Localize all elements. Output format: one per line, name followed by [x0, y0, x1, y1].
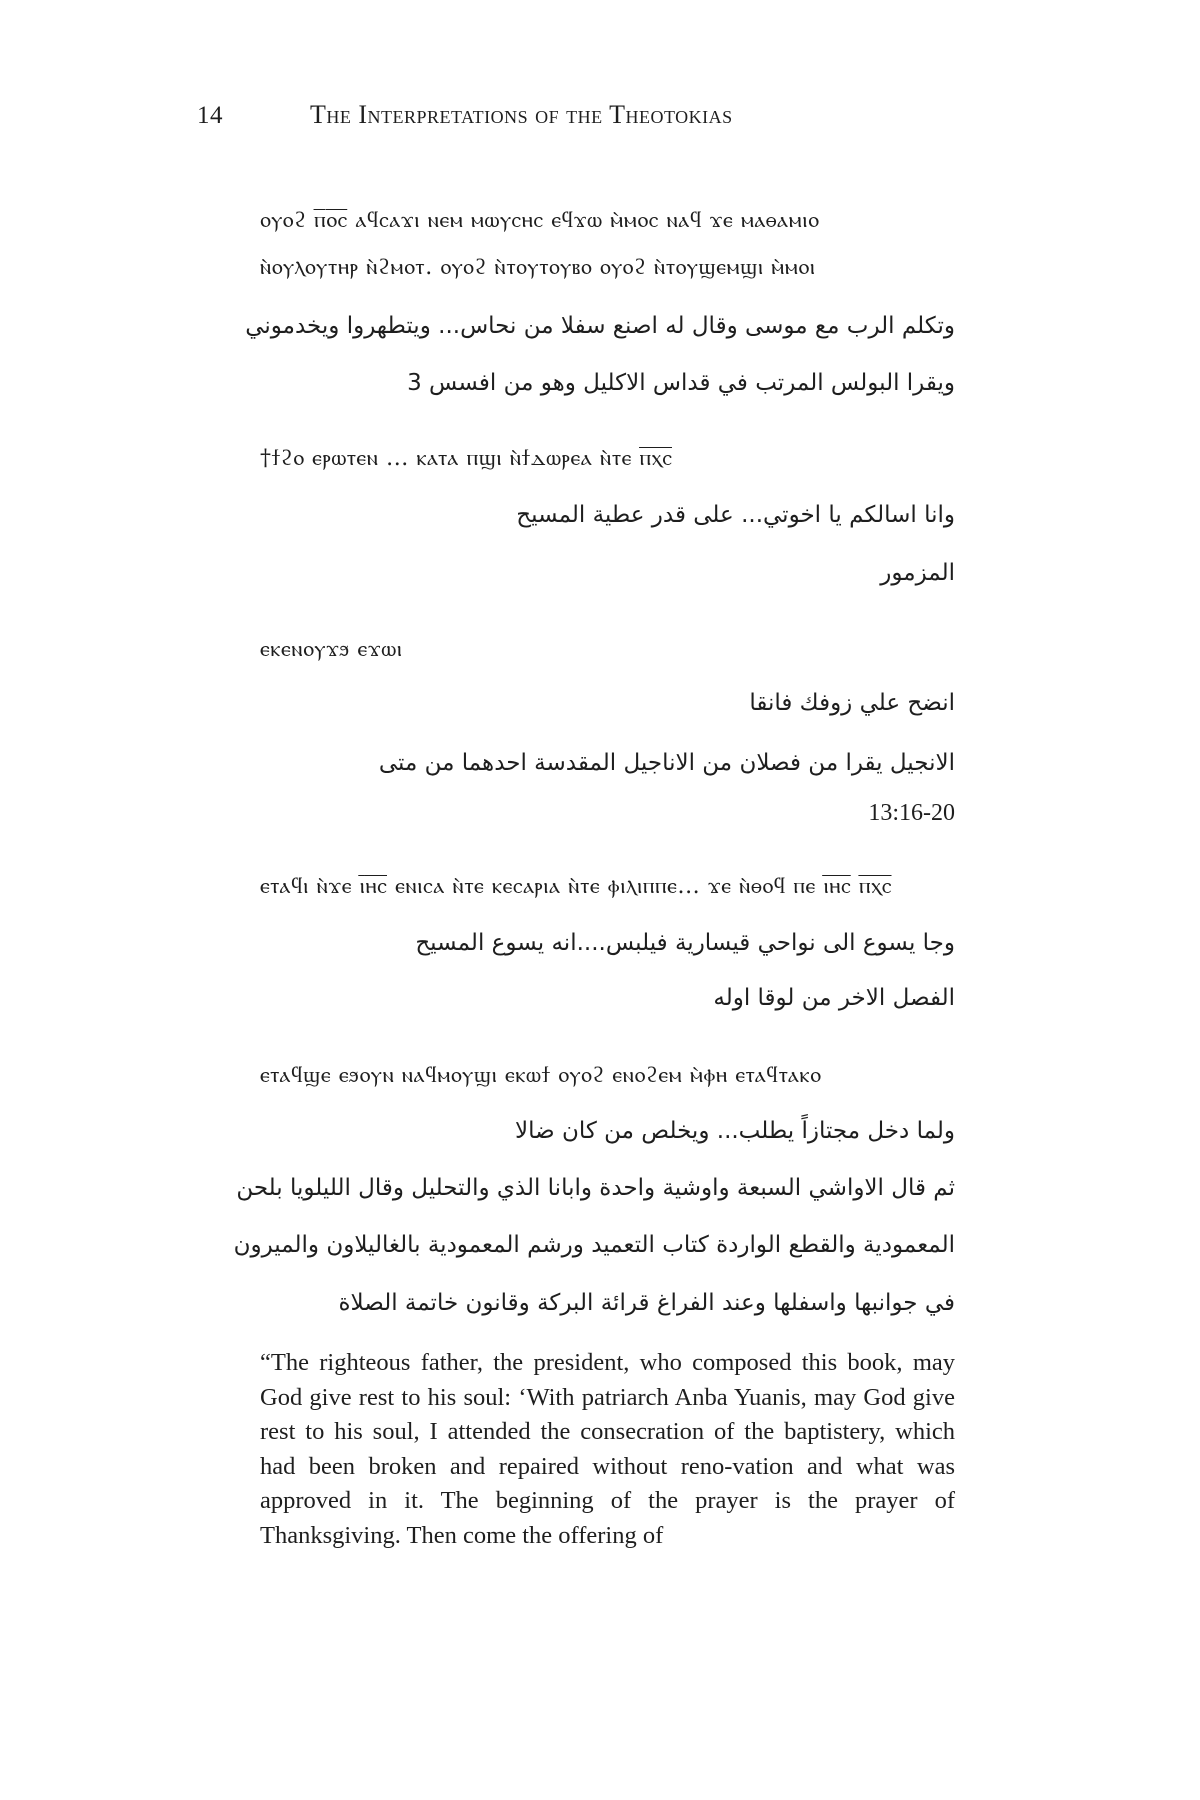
arabic-line: ولما دخل مجتازاً يطلب... ويخلص من كان ضالا [515, 1118, 955, 1144]
coptic-line: ⲉⲧⲁϥϣⲉ ⲉϧⲟⲩⲛ ⲛⲁϥⲙⲟⲩϣⲓ ⲉⲕⲱϯ ⲟⲩⲟϩ ⲉⲛⲟϩⲉⲙ ⲙ̀ⲫⲏ ⲉⲧⲁϥⲧⲁⲕⲟ [260, 1063, 822, 1088]
arabic-line: وتكلم الرب مع موسى وقال له اصنع سفلا من نحاس... ويتطهروا ويخدموني [245, 313, 955, 339]
arabic-line: وجا يسوع الى نواحي قيسارية فيلبس....انه يسوع المسيح [415, 930, 955, 956]
arabic-line: المعمودية والقطع الواردة كتاب التعميد ورشم المعمودية بالغاليلاون والميرون [233, 1232, 955, 1258]
coptic-line: ⲉⲕⲉⲛⲟⲩϫϧ ⲉϫⲱⲓ [260, 637, 403, 662]
arabic-line: وانا اسالكم يا اخوتي... على قدر عطية المسيح [516, 502, 955, 528]
coptic-line: ⲟⲩⲟϩ ⲡ̅ⲟ̅ⲥ̅ ⲁϥⲥⲁϫⲓ ⲛⲉⲙ ⲙⲱⲩⲥⲏⲥ ⲉϥϫⲱ ⲙ̀ⲙⲟⲥ ⲛⲁϥ ϫⲉ ⲙⲁⲑⲁⲙⲓⲟ [260, 208, 820, 233]
running-title: The Interpretations of the Theotokias [310, 100, 733, 129]
english-paragraph: “The righteous father, the president, who composed this book, may God give rest to his soul: ‘With patriarch Anba Yuanis, may God give rest to his soul, I attended the consecration of the baptistery, which had been broken and repaired without reno-vation and what was approved in it. The beginning of the prayer is the prayer of Thanksgiving. Then come the offering of [260, 1349, 955, 1549]
page-number: 14 [197, 102, 223, 129]
arabic-line: ثم قال الاواشي السبعة واوشية واحدة وابانا الذي والتحليل وقال الليلويا بلحن [236, 1175, 955, 1201]
arabic-line: ويقرا البولس المرتب في قداس الاكليل وهو من افسس 3 [407, 370, 955, 396]
arabic-line: الانجيل يقرا من فصلان من الاناجيل المقدسة احدهما من متى [378, 750, 955, 776]
coptic-line: ⲉⲧⲁϥⲓ ⲛ̀ϫⲉ ⲓ̅ⲏ̅ⲥ̅ ⲉⲛⲓⲥⲁ ⲛ̀ⲧⲉ ⲕⲉⲥⲁⲣⲓⲁ ⲛ̀ⲧⲉ ⲫⲓⲗⲓⲡⲡⲉ... ϫⲉ ⲛ̀ⲑⲟϥ ⲡⲉ ⲓ̅ⲏ̅ⲥ̅ ⲡ̅ⲭ̅ⲥ̅ [260, 874, 893, 899]
arabic-line: في جوانبها واسفلها وعند الفراغ قرائة البركة وقانون خاتمة الصلاة [338, 1290, 955, 1316]
arabic-line: انضح علي زوفك فانقا [749, 690, 955, 716]
coptic-line: †ϯϩⲟ ⲉⲣⲱⲧⲉⲛ ... ⲕⲁⲧⲁ ⲡϣⲓ ⲛ̀ϯⲇⲱⲣⲉⲁ ⲛ̀ⲧⲉ ⲡ̅ⲭ̅ⲥ̅ [260, 446, 673, 471]
coptic-line: ⲛ̀ⲟⲩⲗⲟⲩⲧⲏⲣ ⲛ̀ϩⲙⲟⲧ. ⲟⲩⲟϩ ⲛ̀ⲧⲟⲩⲧⲟⲩⲃⲟ ⲟⲩⲟϩ ⲛ̀ⲧⲟⲩϣⲉⲙϣⲓ ⲙ̀ⲙⲟⲓ [260, 255, 816, 280]
english-translation [260, 1346, 955, 1553]
arabic-line: المزمور [880, 560, 955, 586]
scripture-reference: 13:16-20 [868, 800, 955, 826]
arabic-line: الفصل الاخر من لوقا اوله [713, 985, 955, 1011]
